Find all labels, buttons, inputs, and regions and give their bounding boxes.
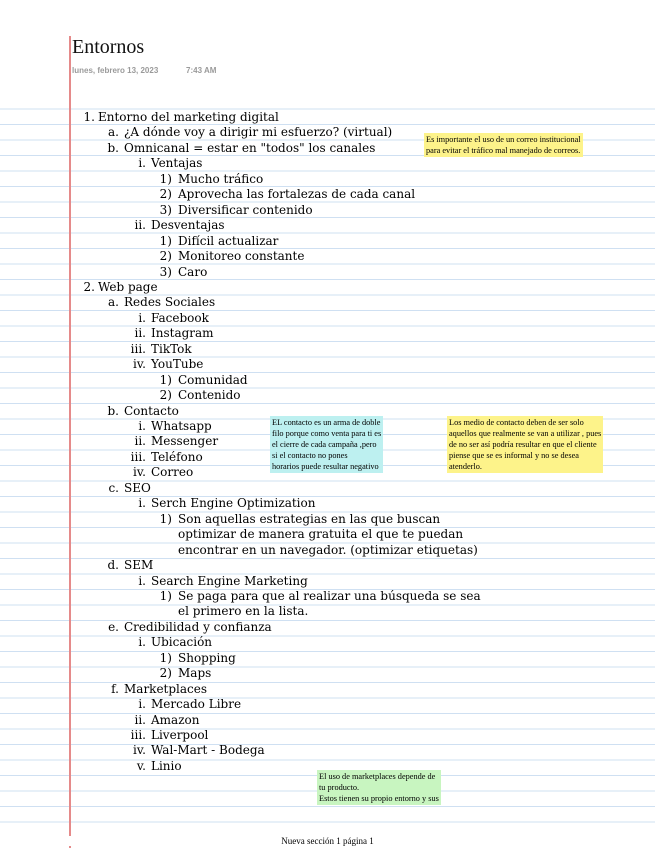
outline-marker: e. (108, 619, 119, 634)
outline-text: Ubicación (151, 635, 213, 650)
outline-marker: a. (108, 295, 119, 310)
outline-text: Comunidad (178, 372, 248, 387)
outline-marker: f. (111, 681, 119, 696)
outline-marker: b. (107, 403, 119, 418)
outline-marker: i. (138, 573, 146, 588)
outline-marker: iii. (130, 449, 146, 464)
note-line: piense que se es informal y no se desea (449, 451, 579, 460)
outline-marker: i. (138, 310, 146, 325)
outline-marker: v. (136, 758, 146, 773)
note-marketplaces[interactable] (317, 770, 441, 805)
page-time: 7:43 AM (186, 66, 217, 75)
outline-marker: 1. (83, 110, 95, 124)
outline-marker: 1) (159, 650, 172, 665)
outline-marker: 2) (159, 666, 172, 681)
note-line: para evitar el tráfico mal manejado de correos. (426, 146, 581, 155)
outline-text: Teléfono (151, 449, 203, 464)
outline-text: el primero en la lista. (178, 604, 309, 619)
outline-marker: 1) (159, 372, 172, 387)
outline-text: ¿A dónde voy a dirigir mi esfuerzo? (virtual) (124, 125, 393, 140)
outline-marker: iii. (130, 728, 146, 742)
note-line: horarios puede resultar negativo (272, 462, 379, 471)
outline-text: Mucho tráfico (178, 171, 264, 186)
outline-text: Credibilidad y confianza (124, 619, 272, 634)
outline-marker: 2. (83, 279, 95, 294)
note-line: de no ser así podría resultar en que el cliente (449, 440, 597, 449)
outline-marker: 1) (159, 233, 172, 248)
page-title[interactable]: Entornos (72, 36, 145, 58)
outline-text: Marketplaces (124, 681, 208, 696)
outline-text: Diversificar contenido (178, 202, 313, 217)
note-line: Estos tienen su propio entorno y sus (319, 794, 439, 803)
outline-marker: i. (138, 496, 146, 511)
outline-marker: 1) (159, 588, 172, 603)
page-footer: Nueva sección 1 página 1 (0, 836, 655, 846)
outline-marker: c. (108, 480, 119, 495)
note-line: Los medio de contacto deben de ser solo (449, 418, 584, 427)
outline-text: Difícil actualizar (178, 233, 279, 248)
outline-text: Amazon (151, 712, 200, 727)
outline-text: Web page (98, 279, 158, 294)
outline-marker: ii. (134, 434, 146, 449)
outline-text: Search Engine Marketing (151, 573, 308, 588)
outline-marker: 3) (159, 202, 172, 217)
note-medio-contacto[interactable] (447, 416, 603, 473)
outline-text: Shopping (178, 650, 236, 665)
outline-text: Mercado Libre (151, 697, 242, 712)
outline-text: Contenido (178, 388, 241, 403)
outline-text: encontrar en un navegador. (optimizar etiquetas) (178, 542, 478, 557)
outline-text: Messenger (151, 434, 219, 449)
outline-text: Facebook (151, 310, 209, 325)
outline-text: Maps (178, 666, 212, 681)
outline-marker: iii. (130, 341, 146, 356)
outline-text: Linio (151, 758, 182, 773)
outline-marker: iv. (132, 465, 146, 480)
outline-text: Redes Sociales (124, 295, 216, 310)
outline-text: Whatsapp (151, 419, 212, 433)
outline-marker: i. (138, 419, 146, 433)
note-line: Es importante el uso de un correo institucional (426, 135, 581, 144)
note-line: si el contacto no pones (272, 451, 348, 460)
page-date: lunes, febrero 13, 2023 (72, 66, 159, 75)
outline-text: Liverpool (151, 728, 209, 742)
outline-text: Son aquellas estrategias en las que buscan (178, 511, 441, 526)
outline-marker: b. (107, 140, 119, 155)
note-contacto-arma[interactable] (270, 416, 383, 473)
note-correo[interactable] (424, 133, 583, 157)
outline-marker: iv. (132, 357, 146, 372)
outline-text: Entorno del marketing digital (98, 110, 279, 124)
margin-line (69, 36, 71, 848)
outline-text: Correo (151, 465, 194, 480)
outline-marker: i. (138, 635, 146, 650)
note-line: aquellos que realmente se van a utilizar , pues (449, 429, 602, 438)
outline-text: Ventajas (151, 156, 203, 171)
outline-marker: i. (138, 156, 146, 171)
outline-text: SEM (124, 558, 154, 573)
outline-text: Desventajas (151, 218, 225, 233)
outline-marker: ii. (134, 218, 146, 233)
outline-text: Wal-Mart - Bodega (151, 743, 265, 758)
outline-text: Monitoreo constante (178, 249, 305, 264)
outline-marker: ii. (134, 326, 146, 341)
outline-text: Instagram (151, 326, 214, 341)
outline-marker: 2) (159, 249, 172, 264)
outline-text: optimizar de manera gratuita el que te puedan (178, 527, 464, 542)
outline-marker: 1) (159, 511, 172, 526)
outline-text: SEO (124, 480, 151, 495)
note-line: El uso de marketplaces depende de (319, 772, 436, 781)
outline-text: Contacto (124, 403, 179, 418)
outline-text: Caro (178, 264, 208, 279)
note-line: el cierre de cada campaña ,pero (272, 440, 377, 449)
outline-marker: 3) (159, 264, 172, 279)
outline-text: TikTok (151, 341, 192, 356)
outline-marker: 1) (159, 171, 172, 186)
outline-marker: 2) (159, 187, 172, 202)
outline-text: Se paga para que al realizar una búsqueda se sea (178, 588, 481, 603)
outline-marker: d. (107, 558, 119, 573)
outline-text: Serch Engine Optimization (151, 496, 316, 511)
note-line: atenderlo. (449, 462, 482, 471)
outline-marker: ii. (134, 712, 146, 727)
outline-marker: 2) (159, 388, 172, 403)
outline-text: Aprovecha las fortalezas de cada canal (178, 187, 416, 202)
note-line: tu producto. (319, 783, 360, 792)
outline-text: Omnicanal = estar en "todos" los canales (124, 140, 376, 155)
outline-text: YouTube (151, 357, 204, 372)
note-line: filo porque como venta para ti es (272, 429, 382, 438)
outline-marker: iv. (132, 743, 146, 758)
outline-marker: a. (108, 125, 119, 140)
note-line: EL contacto es un arma de doble (272, 418, 381, 427)
outline-marker: i. (138, 697, 146, 712)
